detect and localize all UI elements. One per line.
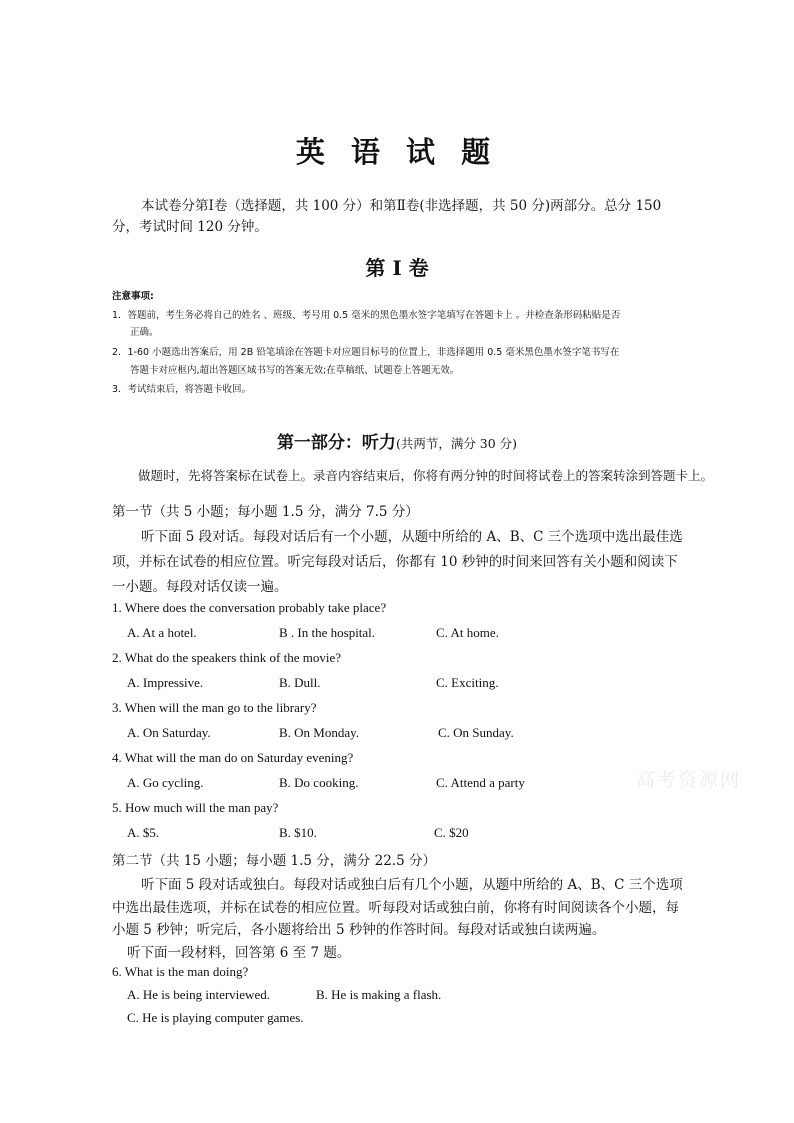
question-5-option-b: B. $10. bbox=[279, 825, 317, 840]
section2-directions-1: 听下面 5 段对话或独白。每段对话或独白后有几个小题，从题中所给的 A、B、C 三个选项 bbox=[141, 877, 683, 893]
question-3-option-b: B. On Monday. bbox=[279, 725, 360, 740]
note-2-line-1: 2．1-60 小题选出答案后，用 2B 铅笔填涂在答题卡对应题目标号的位置上，非选择题用 0.5 毫米黑色墨水签字笔书写在 bbox=[112, 347, 620, 358]
question-4: 4. What will the man do on Saturday evening? bbox=[112, 750, 354, 765]
section1-directions-1: 听下面 5 段对话。每段对话后有一个小题，从题中所给的 A、B、C 三个选项中选出最佳选 bbox=[141, 529, 683, 545]
question-2-option-c: C. Exciting. bbox=[436, 675, 499, 690]
volume-title: 第 Ⅰ 卷 bbox=[365, 256, 429, 280]
question-1: 1. Where does the conversation probably take place? bbox=[112, 600, 387, 615]
notes-heading: 注意事项: bbox=[112, 291, 154, 302]
question-1-option-b: B . In the hospital. bbox=[279, 625, 376, 640]
question-4-option-a: A. Go cycling. bbox=[127, 775, 204, 790]
question-3: 3. When will the man go to the library? bbox=[112, 700, 317, 715]
intro-line-1: 本试卷分第Ⅰ卷（选择题，共 100 分）和第Ⅱ卷(非选择题，共 50 分)两部分。总分 150 bbox=[141, 198, 662, 214]
note-1-line-2: 正确。 bbox=[130, 327, 159, 338]
question-1-option-a: A. At a hotel. bbox=[127, 625, 197, 640]
section2-directions-2: 中选出最佳选项，并标在试卷的相应位置。听每段对话或独白前，你将有时间阅读各个小题，每 bbox=[112, 900, 679, 916]
section1-heading: 第一节（共 5 小题；每小题 1.5 分，满分 7.5 分） bbox=[112, 504, 419, 520]
note-3: 3．考试结束后，将答题卡收回。 bbox=[112, 384, 252, 395]
section1-directions-2: 项，并标在试卷的相应位置。听完每段对话后，你都有 10 秒钟的时间来回答有关小题和阅读下 bbox=[112, 554, 678, 570]
watermark: 高考资源网 bbox=[636, 769, 742, 791]
note-1-line-1: 1．答题前，考生务必将自己的姓名 、班级、考号用 0.5 毫米的黑色墨水签字笔填写在答题卡上 。并检查条形码粘贴是否 bbox=[112, 310, 621, 321]
question-6-option-c: C. He is playing computer games. bbox=[127, 1010, 304, 1025]
question-3-option-a: A. On Saturday. bbox=[127, 725, 211, 740]
question-2-option-b: B. Dull. bbox=[279, 675, 321, 690]
question-5-option-a: A. $5. bbox=[127, 825, 160, 840]
question-1-option-c: C. At home. bbox=[436, 625, 499, 640]
note-2-line-2: 答题卡对应框内,超出答题区域书写的答案无效;在草稿纸、试题卷上答题无效。 bbox=[130, 365, 460, 376]
exam-title: 英 语 试 题 bbox=[295, 135, 499, 169]
question-4-option-b: B. Do cooking. bbox=[279, 775, 359, 790]
part1-heading bbox=[0, 428, 794, 453]
part1-subtitle: (共两节，满分 30 分) bbox=[395, 436, 518, 451]
intro-line-2: 分，考试时间 120 分钟。 bbox=[112, 219, 268, 235]
question-5-option-c: C. $20 bbox=[434, 825, 469, 840]
question-6: 6. What is the man doing? bbox=[112, 964, 249, 979]
question-2: 2. What do the speakers think of the movie? bbox=[112, 650, 342, 665]
section2-material-note: 听下面一段材料，回答第 6 至 7 题。 bbox=[127, 945, 351, 961]
section2-directions-3: 小题 5 秒钟；听完后，各小题将给出 5 秒钟的作答时间。每段对话或独白读两遍。 bbox=[112, 922, 606, 938]
section1-directions-3: 一小题。每段对话仅读一遍。 bbox=[112, 579, 288, 595]
question-4-option-c: C. Attend a party bbox=[436, 775, 525, 790]
question-2-option-a: A. Impressive. bbox=[127, 675, 204, 690]
part1-title: 第一部分：听力 bbox=[276, 433, 396, 453]
question-3-option-c: C. On Sunday. bbox=[438, 725, 514, 740]
question-6-option-a: A. He is being interviewed. bbox=[127, 987, 270, 1002]
part1-instruction: 做题时，先将答案标在试卷上。录音内容结束后，你将有两分钟的时间将试卷上的答案转涂到答题卡上。 bbox=[138, 468, 714, 483]
question-5: 5. How much will the man pay? bbox=[112, 800, 279, 815]
section2-heading: 第二节（共 15 小题；每小题 1.5 分，满分 22.5 分） bbox=[112, 853, 436, 869]
question-6-option-b: B. He is making a flash. bbox=[316, 987, 442, 1002]
